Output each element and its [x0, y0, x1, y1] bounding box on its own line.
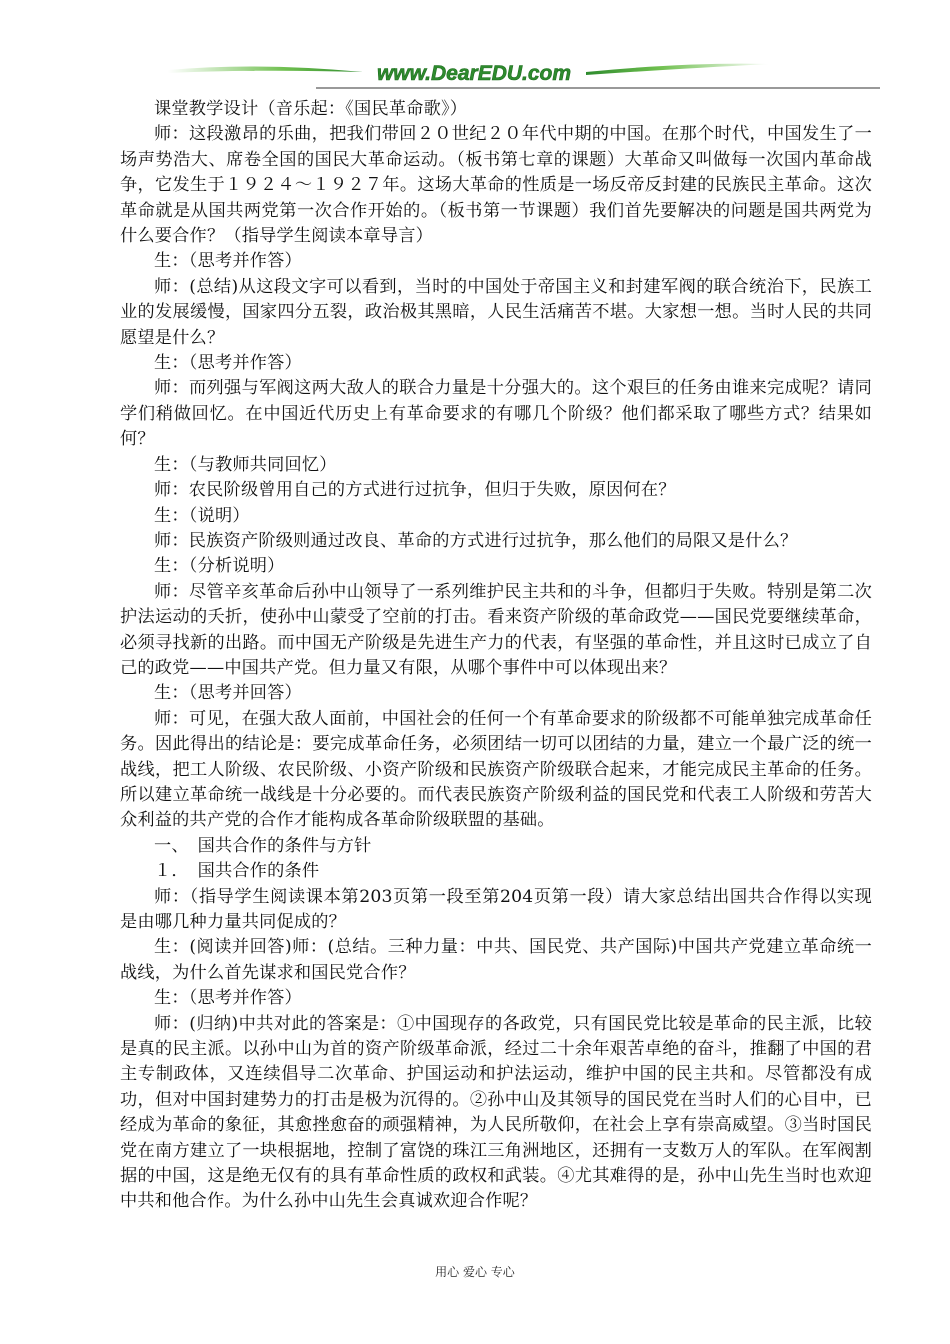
paragraph: 生：（分析说明）: [154, 556, 285, 577]
logo-text: www.DearEDU.com: [376, 62, 572, 85]
site-header-banner: [168, 58, 880, 94]
paragraph: 生：（思考并回答）: [154, 683, 302, 704]
paragraph: 师：农民阶级曾用自己的方式进行过抗争，但归于失败，原因何在？: [154, 480, 676, 501]
paragraph: １． 国共合作的条件: [154, 861, 320, 882]
left-swoosh: [168, 66, 363, 73]
paragraph: 师：尽管辛亥革命后孙中山领导了一系列维护民主共和的斗争，但都归于失败。特别是第二次护法运动的夭折，使孙中山蒙受了空前的打击。看来资产阶级的革命政党——国民党要继续革命，必须寻找新的出路。而中国无产阶级是先进生产力的代表，有坚强的革命性，并且这时已成立了自己的政党——中国共产党。但力量又有限，从哪个事件中可以体现出来？: [120, 581, 872, 678]
paragraph: 课堂教学设计（音乐起：《国民革命歌》）: [154, 99, 468, 119]
paragraph: 一、 国共合作的条件与方针: [154, 835, 372, 856]
paragraph: 师：民族资产阶级则通过改良、革命的方式进行过抗争，那么他们的局限又是什么？: [154, 530, 798, 551]
paragraph: 生：（思考并作答）: [154, 251, 302, 272]
paragraph: 师：(总结)从这段文字可以看到，当时的中国处于帝国主义和封建军阀的联合统治下，民族工业的发展缓慢，国家四分五裂，政治极其黑暗，人民生活痛苦不堪。大家想一想。当时人民的共同愿望是什么？: [120, 276, 872, 348]
paragraph: 师：这段激昂的乐曲，把我们带回２０世纪２０年代中期的中国。在那个时代，中国发生了一场声势浩大、席卷全国的国民大革命运动。（板书第七章的课题）大革命又叫做每一次国内革命战争，它发生于１９２４～１９２７年。这场大革命的性质是一场反帝反封建的民族民主革命。这次革命就是从国共两党第一次合作开始的。（板书第一节课题）我们首先要解决的问题是国共两党为什么要合作？（指导学生阅读本章导言）: [120, 124, 872, 247]
right-swoosh: [586, 64, 770, 75]
paragraph: 生：（说明）: [154, 505, 250, 526]
page-footer: 用心 爱心 专心: [435, 1265, 515, 1279]
paragraph: 师：而列强与军阀这两大敌人的联合力量是十分强大的。这个艰巨的任务由谁来完成呢？请同学们稍做回忆。在中国近代历史上有革命要求的有哪几个阶级？他们都采取了哪些方式？结果如何？: [120, 378, 872, 450]
paragraph: 师：可见，在强大敌人面前，中国社会的任何一个有革命要求的阶级都不可能单独完成革命任务。因此得出的结论是：要完成革命任务，必须团结一切可以团结的力量，建立一个最广泛的统一战线，把工人阶级、农民阶级、小资产阶级和民族资产阶级联合起来，才能完成民主革命的任务。所以建立革命统一战线是十分必要的。而代表民族资产阶级利益的国民党和代表工人阶级和劳苦大众利益的共产党的合作才能构成各革命阶级联盟的基础。: [120, 708, 872, 831]
paragraph: 生：(阅读并回答)师：(总结。三种力量：中共、国民党、共产国际)中国共产党建立革命统一战线，为什么首先谋求和国民党合作？: [120, 937, 872, 983]
paragraph: 生：（思考并作答）: [154, 353, 302, 374]
lesson-plan-body: [120, 97, 872, 1215]
header-logo: [168, 58, 880, 94]
paragraph: 生：（与教师共同回忆）: [154, 454, 337, 475]
paragraph: 师：（指导学生阅读课本第203页第一段至第204页第一段）请大家总结出国共合作得以实现是由哪几种力量共同促成的？: [120, 886, 872, 932]
paragraph: 生：（思考并作答）: [154, 988, 302, 1009]
paragraph: 师：(归纳)中共对此的答案是：①中国现存的各政党，只有国民党比较是革命的民主派，比较是真的民主派。以孙中山为首的资产阶级革命派，经过二十余年艰苦卓绝的奋斗，推翻了中国的君主专制政体，又连续倡导二次革命、护国运动和护法运动，维护中国的民主共和。尽管都没有成功，但对中国封建势力的打击是极为沉得的。②孙中山及其领导的国民党在当时人们的心目中，已经成为革命的象征，其愈挫愈奋的顽强精神，为人民所敬仰，在社会上享有崇高威望。③当时国民党在南方建立了一块根据地，控制了富饶的珠江三角洲地区，还拥有一支数万人的军队。在军阀割据的中国，这是绝无仅有的具有革命性质的政权和武装。④尤其难得的是，孙中山先生当时也欢迎中共和他合作。为什么孙中山先生会真诚欢迎合作呢？: [120, 1013, 872, 1212]
